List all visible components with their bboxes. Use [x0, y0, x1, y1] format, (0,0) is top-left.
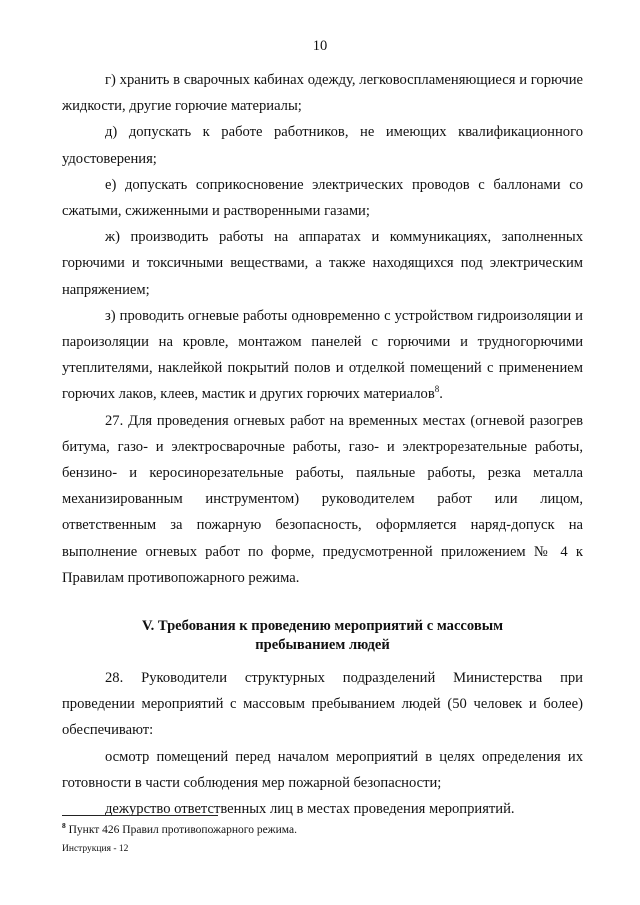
- footnote-separator: [62, 815, 218, 816]
- document-body: [62, 67, 583, 822]
- paragraph-item-z-text: з) проводить огневые работы одновременно с устройством гидроизоляции и пароизоляции на кровле, монтажом панелей с горючими и трудногорючими утеплителями, наклейкой покрытий полов и отделкой помещений с применением горючих лаков, клеев, мастик и других горючих материалов: [62, 307, 583, 403]
- document-code: Инструкция - 12: [62, 844, 129, 854]
- paragraph-item-z-end: .: [439, 386, 443, 403]
- paragraph-item-d: д) допускать к работе работников, не имеющих квалификационного удостоверения;: [62, 124, 583, 167]
- paragraph-item-z: [62, 303, 583, 408]
- section-heading-line-1: V. Требования к проведению мероприятий с массовым: [141, 618, 504, 635]
- paragraph-item-g: г) хранить в сварочных кабинах одежду, легковоспламеняющиеся и горючие жидкости, другие горючие материалы;: [62, 72, 583, 115]
- footnote: [62, 823, 583, 837]
- footnote-mark: 8: [62, 821, 66, 831]
- footnote-reference: 8: [434, 384, 440, 395]
- footnote-text: Пункт 426 Правил противопожарного режима.: [68, 824, 297, 836]
- paragraph-27: 27. Для проведения огневых работ на временных местах (огневой разогрев битума, газо- и электросварочные работы, газо- и электрорезательные работы, бензино- и керосинорезательные работы, паяльные работы, резка металла механизированным инструментом) руководителем работ или лицом, ответственным за пожарную безопасность, оформляется наряд-допуск на выполнение огневых работ по форме, предусмотренной приложением № 4 к Правилам противопожарного режима.: [62, 412, 583, 586]
- paragraph-item-zh: ж) производить работы на аппаратах и коммуникациях, заполненных горючими и токсичными веществами, а также находящихся под электрическим напряжением;: [62, 229, 583, 298]
- section-heading: [62, 591, 583, 665]
- paragraph-duty: дежурство ответственных лиц в местах проведения мероприятий.: [105, 801, 515, 818]
- paragraph-28: 28. Руководители структурных подразделений Министерства при проведении мероприятий с массовым пребыванием людей (50 человек и более) обеспечивают:: [62, 670, 583, 739]
- page-number: 10: [312, 38, 328, 54]
- section-heading-line-2: пребыванием людей: [255, 637, 390, 654]
- paragraph-item-e: е) допускать соприкосновение электрических проводов с баллонами со сжатыми, сжиженными и растворенными газами;: [62, 176, 583, 220]
- paragraph-inspection: осмотр помещений перед началом мероприятий в целях определения их готовности в части соблюдения мер пожарной безопасности;: [62, 748, 583, 791]
